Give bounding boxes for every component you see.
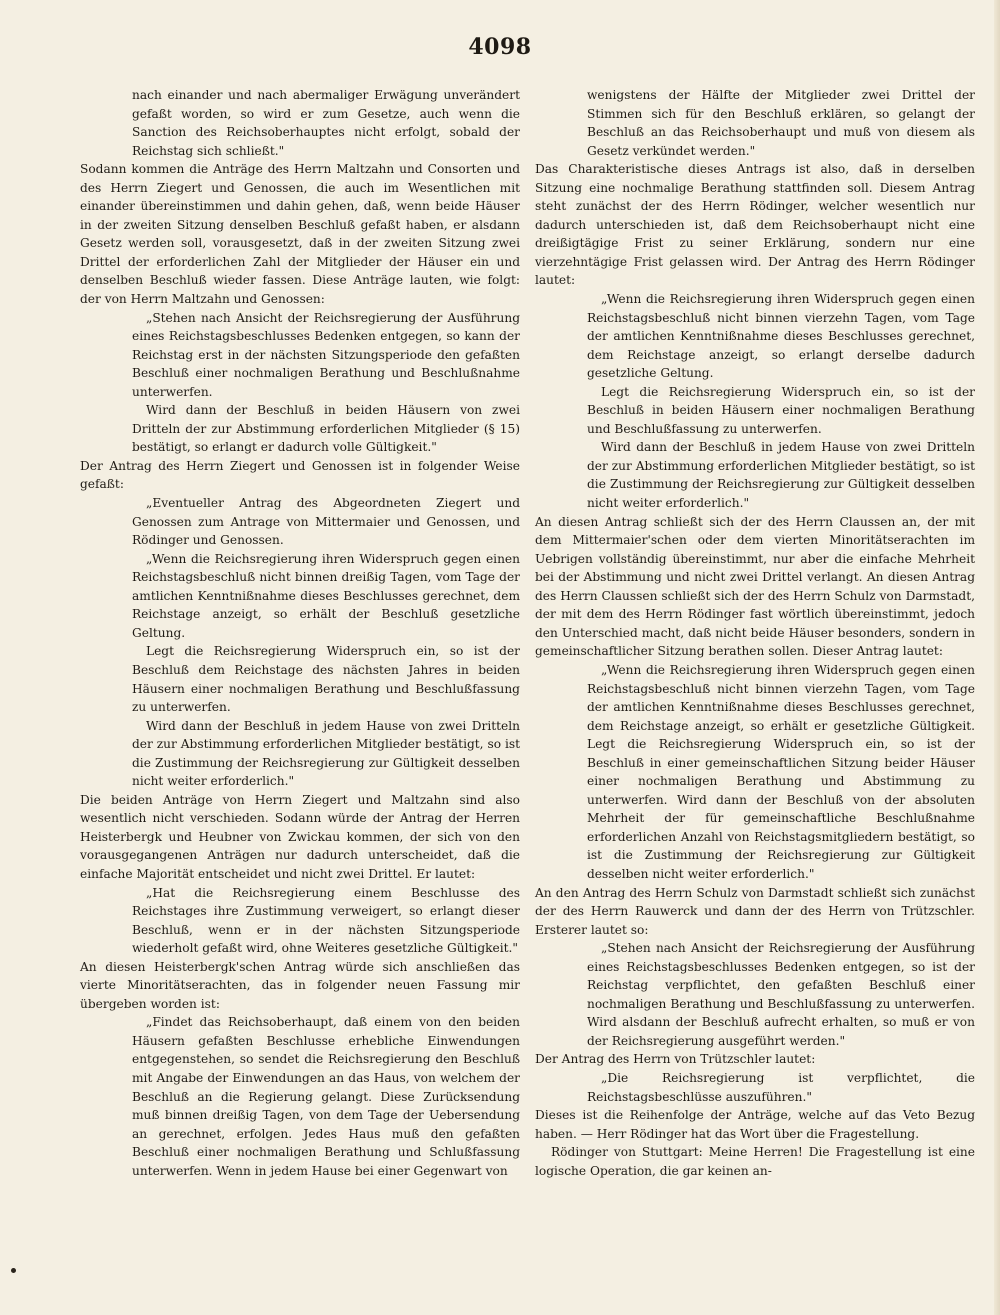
quoted-motion: Legt die Reichsregierung Widerspruch ein, so ist der Beschluß in beiden Häusern einer nochmaligen Berathung und Beschlußfassung zu unterwerfen. bbox=[587, 384, 975, 436]
quoted-motion: Wird dann der Beschluß in jedem Hause von zwei Dritteln der zur Abstimmung erforderlichen Mitglieder bestätigt, so ist die Zustimmung der Reichsregierung zur Gültigkeit desselben nicht weiter erforderlich." bbox=[587, 440, 975, 511]
text-paragraph: Das Charakteristische dieses Antrags ist also, daß in derselben Sitzung eine nochmalige Berathung stattfinden soll. Diesem Antrag steht zunächst der des Herrn Rödinger, welcher wesentlich nur dadurch unterschieden ist, daß dem Reichsoberhaupt nicht eine dreißigtägige Frist zu seiner Erklärung, sondern nur eine vierzehntägige Frist gelassen wird. Der Antrag des Herrn Rödinger lautet: bbox=[535, 162, 975, 288]
text-paragraph: An diesen Heisterbergk'schen Antrag würde sich anschließen das vierte Minoritätserachten, das in folgender neuen Fassung mir übergeben worden ist: bbox=[80, 959, 520, 1011]
left-column bbox=[80, 86, 520, 1180]
quoted-motion: „Wenn die Reichsregierung ihren Widerspruch gegen einen Reichstagsbeschluß nicht binnen vierzehn Tagen, vom Tage der amtlichen Kenntnißnahme dieses Beschlusses gerechnet, dem Reichstage anzeigt, so erlangt derselbe dadurch gesetzliche Geltung. bbox=[587, 292, 975, 381]
quoted-motion: Wird dann der Beschluß in jedem Hause von zwei Dritteln der zur Abstimmung erforderlichen Mitglieder bestätigt, so ist die Zustimmung der Reichsregierung zur Gültigkeit desselben nicht weiter erforderlich." bbox=[132, 718, 520, 789]
quoted-motion: „Die Reichsregierung ist verpflichtet, die Reichstagsbeschlüsse auszuführen." bbox=[587, 1070, 975, 1104]
quoted-motion: Legt die Reichsregierung Widerspruch ein, so ist der Beschluß dem Reichstage des nächsten Jahres in beiden Häusern einer nochmaligen Berathung und Beschlußfassung zu unterwerfen. bbox=[132, 644, 520, 715]
quoted-motion: Wird dann der Beschluß in beiden Häusern von zwei Dritteln der zur Abstimmung erforderlichen Mitglieder (§ 15) bestätigt, so erlangt er dadurch volle Gültigkeit." bbox=[132, 403, 520, 455]
quoted-motion: „Wenn die Reichsregierung ihren Widerspruch gegen einen Reichstagsbeschluß nicht binnen vierzehn Tagen, vom Tage der amtlichen Kenntnißnahme dieses Beschlusses gerechnet, dem Reichstage anzeigt, so erhält er gesetzliche Gültigkeit. Legt die Reichsregierung Widerspruch ein, so ist der Beschluß in einer gemeinschaftlichen Sitzung beider Häuser einer nochmaligen Berathung und Abstimmung zu unterwerfen. Wird dann der Beschluß von der absoluten Mehrheit der für gemeinschaftliche Beschlußnahme erforderlichen Anzahl von Reichstagsmitgliedern bestätigt, so ist die Zustimmung der Reichsregierung zur Gültigkeit desselben nicht weiter erforderlich." bbox=[587, 662, 975, 881]
text-paragraph: Der Antrag des Herrn von Trützschler lautet: bbox=[535, 1052, 816, 1067]
quoted-motion: „Eventueller Antrag des Abgeordneten Ziegert und Genossen zum Antrage von Mittermaier und Genossen, und Rödinger und Genossen. bbox=[132, 496, 520, 548]
right-column bbox=[535, 86, 975, 1180]
text-paragraph: wenigstens der Hälfte der Mitglieder zwei Drittel der Stimmen sich für den Beschluß erklären, so gelangt der Beschluß an das Reichsoberhaupt und muß von diesem als Gesetz verkündet werden." bbox=[587, 88, 975, 158]
text-paragraph: nach einander und nach abermaliger Erwägung unverändert gefaßt worden, so wird er zum Gesetze, auch wenn die Sanction des Reichsoberhauptes nicht erfolgt, sobald der Reichstag sich schließt." bbox=[132, 88, 520, 158]
ink-dot bbox=[11, 1268, 16, 1273]
text-paragraph: Sodann kommen die Anträge des Herrn Maltzahn und Consorten und des Herrn Ziegert und Genossen, die auch im Wesentlichen mit einander übereinstimmen und dahin gehen, daß, wenn beide Häuser in der zweiten Sitzung denselben Beschluß gefaßt haben, er alsdann Gesetz werden soll, vorausgesetzt, daß in der zweiten Sitzung zwei Drittel der erforderlichen Zahl der Mitglieder der Häuser ein und denselben Beschluß wieder fassen. Diese Anträge lauten, wie folgt: der von Herrn Maltzahn und Genossen: bbox=[80, 162, 520, 307]
text-paragraph: An den Antrag des Herrn Schulz von Darmstadt schließt sich zunächst der des Herrn Rauwerck und dann der des Herrn von Trützschler. Ersterer lautet so: bbox=[535, 885, 975, 937]
speaker-paragraph: Rödinger von Stuttgart: Meine Herren! Die Fragestellung ist eine logische Operation, die gar keinen an- bbox=[535, 1145, 975, 1178]
quoted-motion: „Stehen nach Ansicht der Reichsregierung der Ausführung eines Reichstagsbeschlusses Bedenken entgegen, so ist der Reichstag verpflichtet, den gefaßten Beschluß einer nochmaligen Berathung und Beschlußfassung zu unterwerfen. Wird alsdann der Beschluß aufrecht erhalten, so muß er von der Reichsregierung ausgeführt werden." bbox=[587, 941, 975, 1048]
text-paragraph: An diesen Antrag schließt sich der des Herrn Claussen an, der mit dem Mittermaier'schen oder dem vierten Minoritätserachten im Uebrigen vollständig übereinstimmt, nur aber die einfache Mehrheit bei der Abstimmung und nicht zwei Drittel verlangt. An diesen Antrag des Herrn Claussen schließt sich der des Herrn Schulz von Darmstadt, der mit dem des Herrn Rödinger fast wörtlich übereinstimmt, jedoch den Unterschied macht, daß nicht beide Häuser besonders, sondern in gemeinschaftlicher Sitzung berathen sollen. Dieser Antrag lautet: bbox=[535, 514, 975, 659]
text-paragraph: Die beiden Anträge von Herrn Ziegert und Maltzahn sind also wesentlich nicht verschieden. Sodann würde der Antrag der Herren Heisterbergk und Heubner von Zwickau kommen, der sich von den vorausgegangenen Anträgen nur dadurch unterscheidet, daß die einfache Majorität entscheidet und nicht zwei Drittel. Er lautet: bbox=[80, 792, 520, 881]
quoted-motion: „Hat die Reichsregierung einem Beschlusse des Reichstages ihre Zustimmung verweigert, so erlangt dieser Beschluß, wenn er in der nächsten Sitzungsperiode wiederholt gefaßt wird, ohne Weiteres gesetzliche Gültigkeit." bbox=[132, 885, 520, 956]
quoted-motion: „Findet das Reichsoberhaupt, daß einem von den beiden Häusern gefaßten Beschlusse erhebliche Einwendungen entgegenstehen, so sendet die Reichsregierung den Beschluß mit Angabe der Einwendungen an das Haus, von welchem der Beschluß an die Regierung gelangt. Diese Zurücksendung muß binnen dreißig Tagen, von dem Tage der Uebersendung an gerechnet, erfolgen. Jedes Haus muß den gefaßten Beschluß einer nochmaligen Berathung und Schlußfassung unterwerfen. Wenn in jedem Hause bei einer Gegenwart von bbox=[132, 1015, 520, 1178]
page-number: 4098 bbox=[468, 34, 532, 60]
page-edge bbox=[994, 0, 1000, 1315]
quoted-motion: „Stehen nach Ansicht der Reichsregierung der Ausführung eines Reichstagsbeschlusses Bedenken entgegen, so kann der Reichstag erst in der nächsten Sitzungsperiode den gefaßten Beschluß einer nochmaligen Berathung und Beschlußnahme unterwerfen. bbox=[132, 310, 520, 399]
quoted-motion: „Wenn die Reichsregierung ihren Widerspruch gegen einen Reichstagsbeschluß nicht binnen dreißig Tagen, vom Tage der amtlichen Kenntnißnahme dieses Beschlusses gerechnet, dem Reichstage anzeigt, so erhält der Beschluß gesetzliche Geltung. bbox=[132, 551, 520, 640]
text-paragraph: Dieses ist die Reihenfolge der Anträge, welche auf das Veto Bezug haben. — Herr Rödinger hat das Wort über die Fragestellung. bbox=[535, 1108, 975, 1141]
text-paragraph: Der Antrag des Herrn Ziegert und Genossen ist in folgender Weise gefaßt: bbox=[80, 458, 520, 492]
